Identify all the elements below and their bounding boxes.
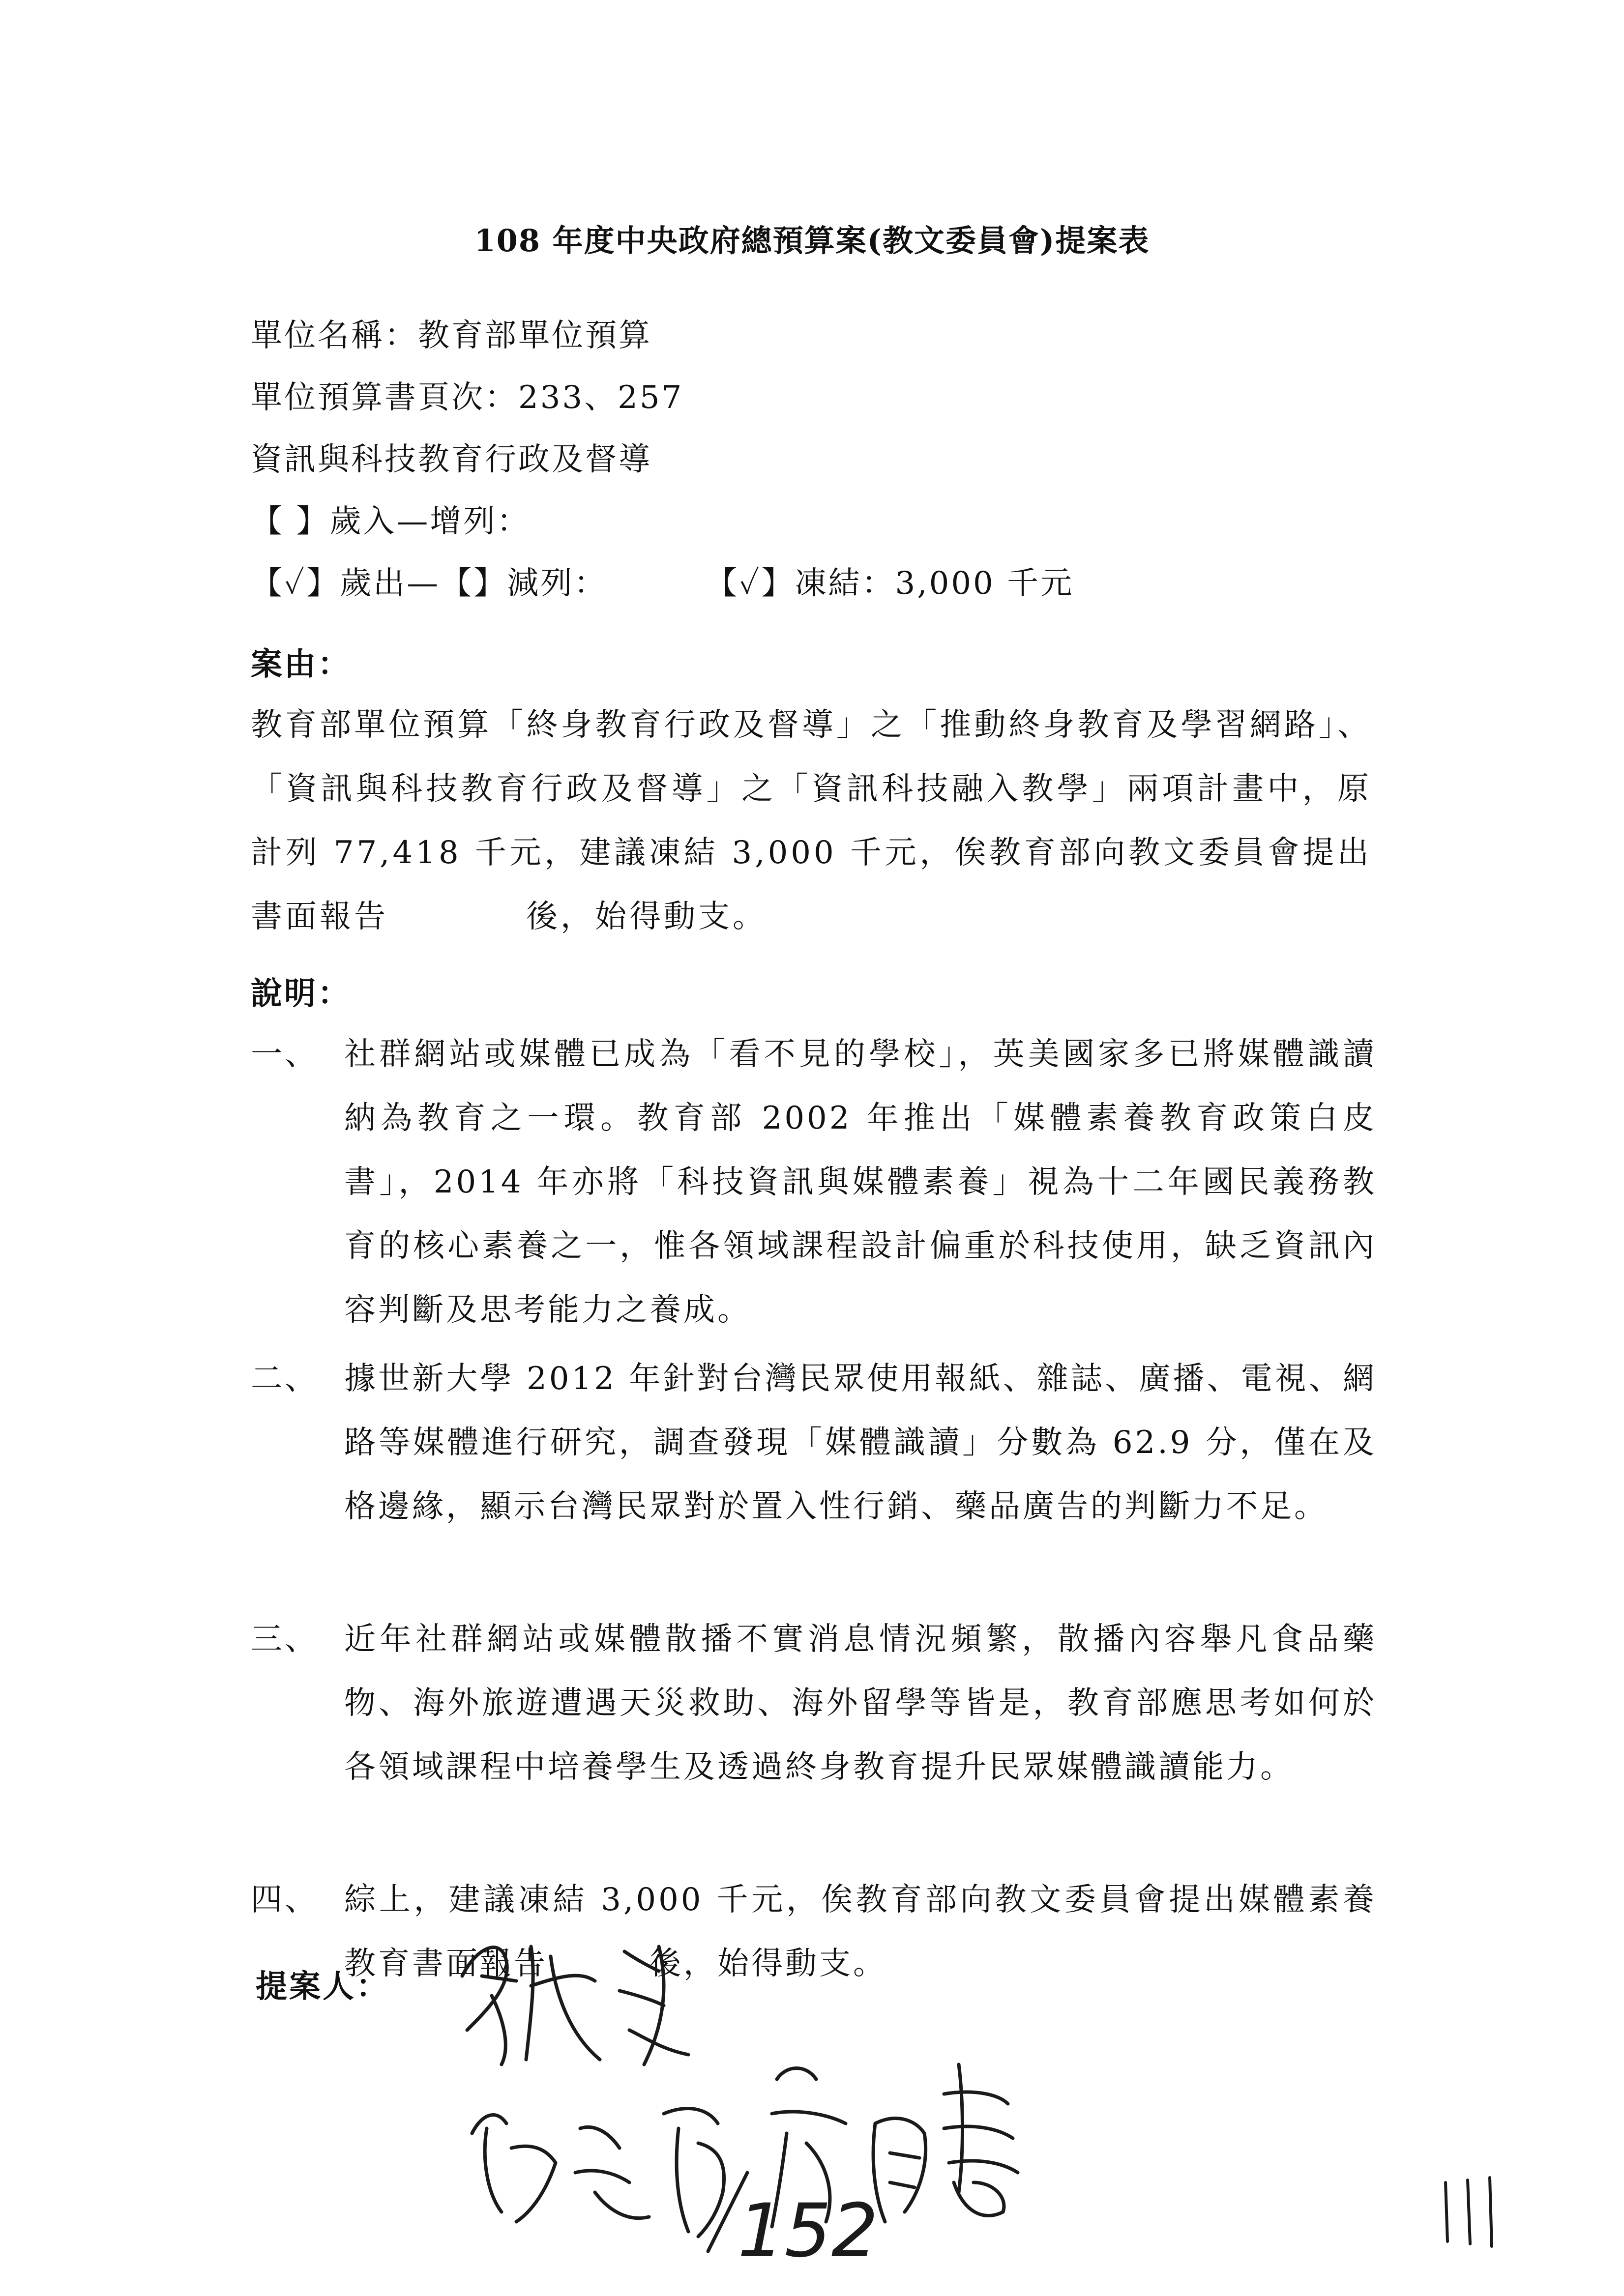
handwritten-number: 152 bbox=[738, 2188, 879, 2261]
budget-pages: 單位預算書頁次：233、257 bbox=[251, 379, 684, 416]
reason-text: 教育部單位預算「終身教育行政及督導」之「推動終身教育及學習網路」、「資訊與科技教育行政及督導」之「資訊科技融入教學」兩項計畫中，原計列 77,418 千元，建議凍結 3,000 千元，俟教育部向教文委員會提出書面報告 後，始得動支。 bbox=[251, 707, 1372, 935]
proposer-label: 提案人： bbox=[256, 1968, 389, 2005]
item-number: 二、 bbox=[251, 1361, 319, 1397]
expenditure-line bbox=[251, 552, 1074, 614]
handwritten-signatures bbox=[433, 1917, 1219, 2261]
explanation-item bbox=[251, 1607, 1377, 1799]
document-title: 108 年度中央政府總預算案(教文委員會)提案表 bbox=[474, 223, 1150, 259]
item-number: 三、 bbox=[251, 1621, 319, 1657]
item-number: 四、 bbox=[251, 1882, 319, 1918]
program-name: 資訊與科技教育行政及督導 bbox=[251, 441, 652, 478]
expenditure-reduce: 【✓】歲出—【】減列： bbox=[251, 565, 608, 602]
unit-name: 單位名稱：教育部單位預算 bbox=[251, 318, 652, 354]
item-text: 社群網站或媒體已成為「看不見的學校」，英美國家多已將媒體識讀納為教育之一環。教育部 2002 年推出「媒體素養教育政策白皮書」，2014 年亦將「科技資訊與媒體素養」視為十二年國民義務教育的核心素養之一，惟各領域課程設計偏重於科技使用，缺乏資訊內容判斷及思考能力之養成。 bbox=[344, 1036, 1377, 1328]
expenditure-freeze: 【✓】凍結：3,000 千元 bbox=[706, 565, 1074, 602]
proposal-meta bbox=[251, 305, 1074, 614]
item-text: 近年社群網站或媒體散播不實消息情況頻繁，散播內容舉凡食品藥物、海外旅遊遭遇天災救助、海外留學等皆是，教育部應思考如何於各領域課程中培養學生及透過終身教育提升民眾媒體識讀能力。 bbox=[344, 1621, 1377, 1785]
explanation-label: 說明： bbox=[251, 975, 351, 1012]
explanation-item bbox=[251, 1022, 1377, 1342]
item-number: 一、 bbox=[251, 1036, 319, 1073]
reason-label: 案由： bbox=[251, 646, 351, 683]
revenue-line: 【 】歲入—增列： bbox=[251, 503, 531, 540]
explanation-item bbox=[251, 1347, 1377, 1539]
item-text: 據世新大學 2012 年針對台灣民眾使用報紙、雜誌、廣播、電視、網路等媒體進行研究，調查發現「媒體識讀」分數為 62.9 分，僅在及格邊緣，顯示台灣民眾對於置入性行銷、藥品廣告的判斷力不足。 bbox=[344, 1361, 1377, 1525]
page-number-mark bbox=[1436, 2173, 1505, 2251]
item-text: 綜上，建議凍結 3,000 千元，俟教育部向教文委員會提出媒體素養教育書面報告 後，始得動支。 bbox=[344, 1882, 1377, 1982]
